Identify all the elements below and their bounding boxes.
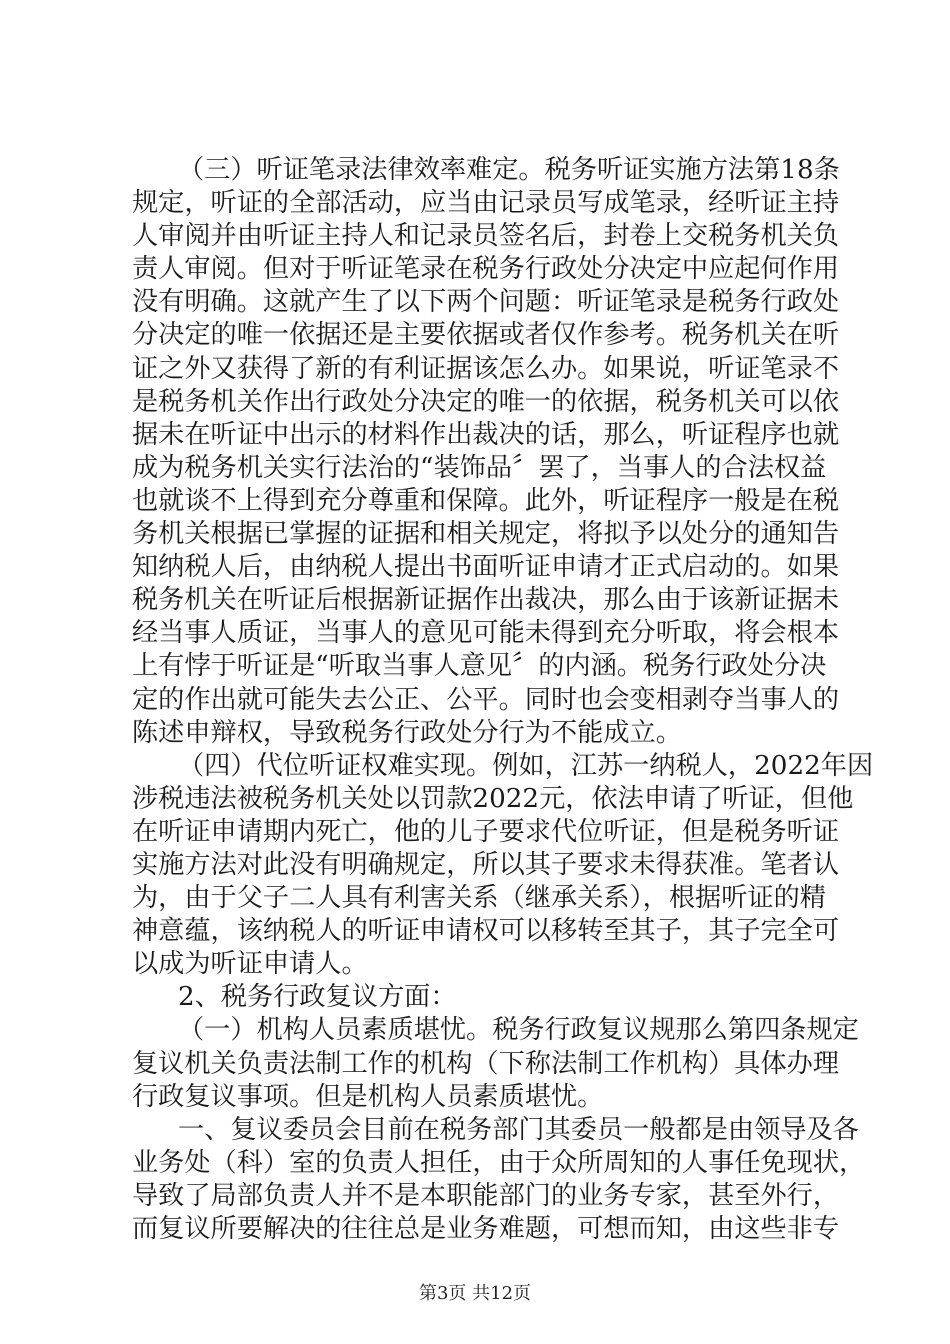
text-line: 定的作出就可能失去公正、公平。同时也会变相剥夺当事人的 [132,685,840,715]
text-line: 为，由于父子二人具有利害关系（继承关系），根据听证的精 [132,883,826,913]
text-line: 以成为听证申请人。 [132,949,368,979]
text-line: 责人审阅。但对于听证笔录在税务行政处分决定中应起何作用 [132,254,840,284]
text-line: 涉税违法被税务机关处以罚款2022元，依法申请了听证，但他 [132,784,854,814]
text-line: 而复议所要解决的往往总是业务难题，可想而知，由这些非专 [132,1214,840,1244]
text-line: 证之外又获得了新的有利证据该怎么办。如果说，听证笔录不 [132,354,840,384]
text-line: 业务处（科）室的负责人担任，由于众所周知的人事任免现状， [132,1148,866,1178]
text-line: 务机关根据已掌握的证据和相关规定，将拟予以处分的通知告 [132,519,840,549]
text-line: 成为税务机关实行法治的“装饰品〞罢了，当事人的合法权益 [132,453,827,483]
text-line: 一、复议委员会目前在税务部门其委员一般都是由领导及各 [178,1115,859,1145]
text-line: 导致了局部负责人并不是本职能部门的业务专家，甚至外行， [132,1181,840,1211]
text-line: 知纳税人后，由纳税人提出书面听证申请才正式启动的。如果 [132,552,840,582]
text-line: 神意蕴，该纳税人的听证申请权可以移转至其子，其子完全可 [132,916,840,946]
text-line: 行政复议事项。但是机构人员素质堪忧。 [132,1082,604,1112]
text-line: 规定，听证的全部活动，应当由记录员写成笔录，经听证主持 [132,188,840,218]
text-line: 复议机关负责法制工作的机构（下称法制工作机构）具体办理 [132,1049,840,1079]
text-line: 是税务机关作出行政处分决定的唯一的依据，税务机关可以依 [132,387,840,417]
text-line: 2、税务行政复议方面： [178,982,457,1012]
text-line: 税务机关在听证后根据新证据作出裁决，那么由于该新证据未 [132,585,840,615]
text-line: 也就谈不上得到充分尊重和保障。此外，听证程序一般是在税 [132,486,840,516]
text-line: （一）机构人员素质堪忧。税务行政复议规那么第四条规定 [178,1015,859,1045]
text-line: 据未在听证中出示的材料作出裁决的话，那么，听证程序也就 [132,420,840,450]
text-line: （四）代位听证权难实现。例如，江苏一纳税人，2022年因 [178,751,874,781]
text-line: 人审阅并由听证主持人和记录员签名后，封卷上交税务机关负 [132,221,840,251]
text-line: 没有明确。这就产生了以下两个问题：听证笔录是税务行政处 [132,287,840,317]
text-line: 经当事人质证，当事人的意见可能未得到充分听取，将会根本 [132,618,840,648]
text-line: （三）听证笔录法律效率难定。税务听证实施方法第18条 [178,155,840,185]
text-line: 上有悖于听证是“听取当事人意见〞的内涵。税务行政处分决 [132,651,827,681]
text-line: 实施方法对此没有明确规定，所以其子要求未得获准。笔者认 [132,850,840,880]
text-line: 陈述申辩权，导致税务行政处分行为不能成立。 [132,718,682,748]
page-footer: 第3页 共12页 [418,1283,532,1304]
text-line: 在听证申请期内死亡，他的儿子要求代位听证，但是税务听证 [132,817,840,847]
text-line: 分决定的唯一依据还是主要依据或者仅作参考。税务机关在听 [132,320,840,350]
